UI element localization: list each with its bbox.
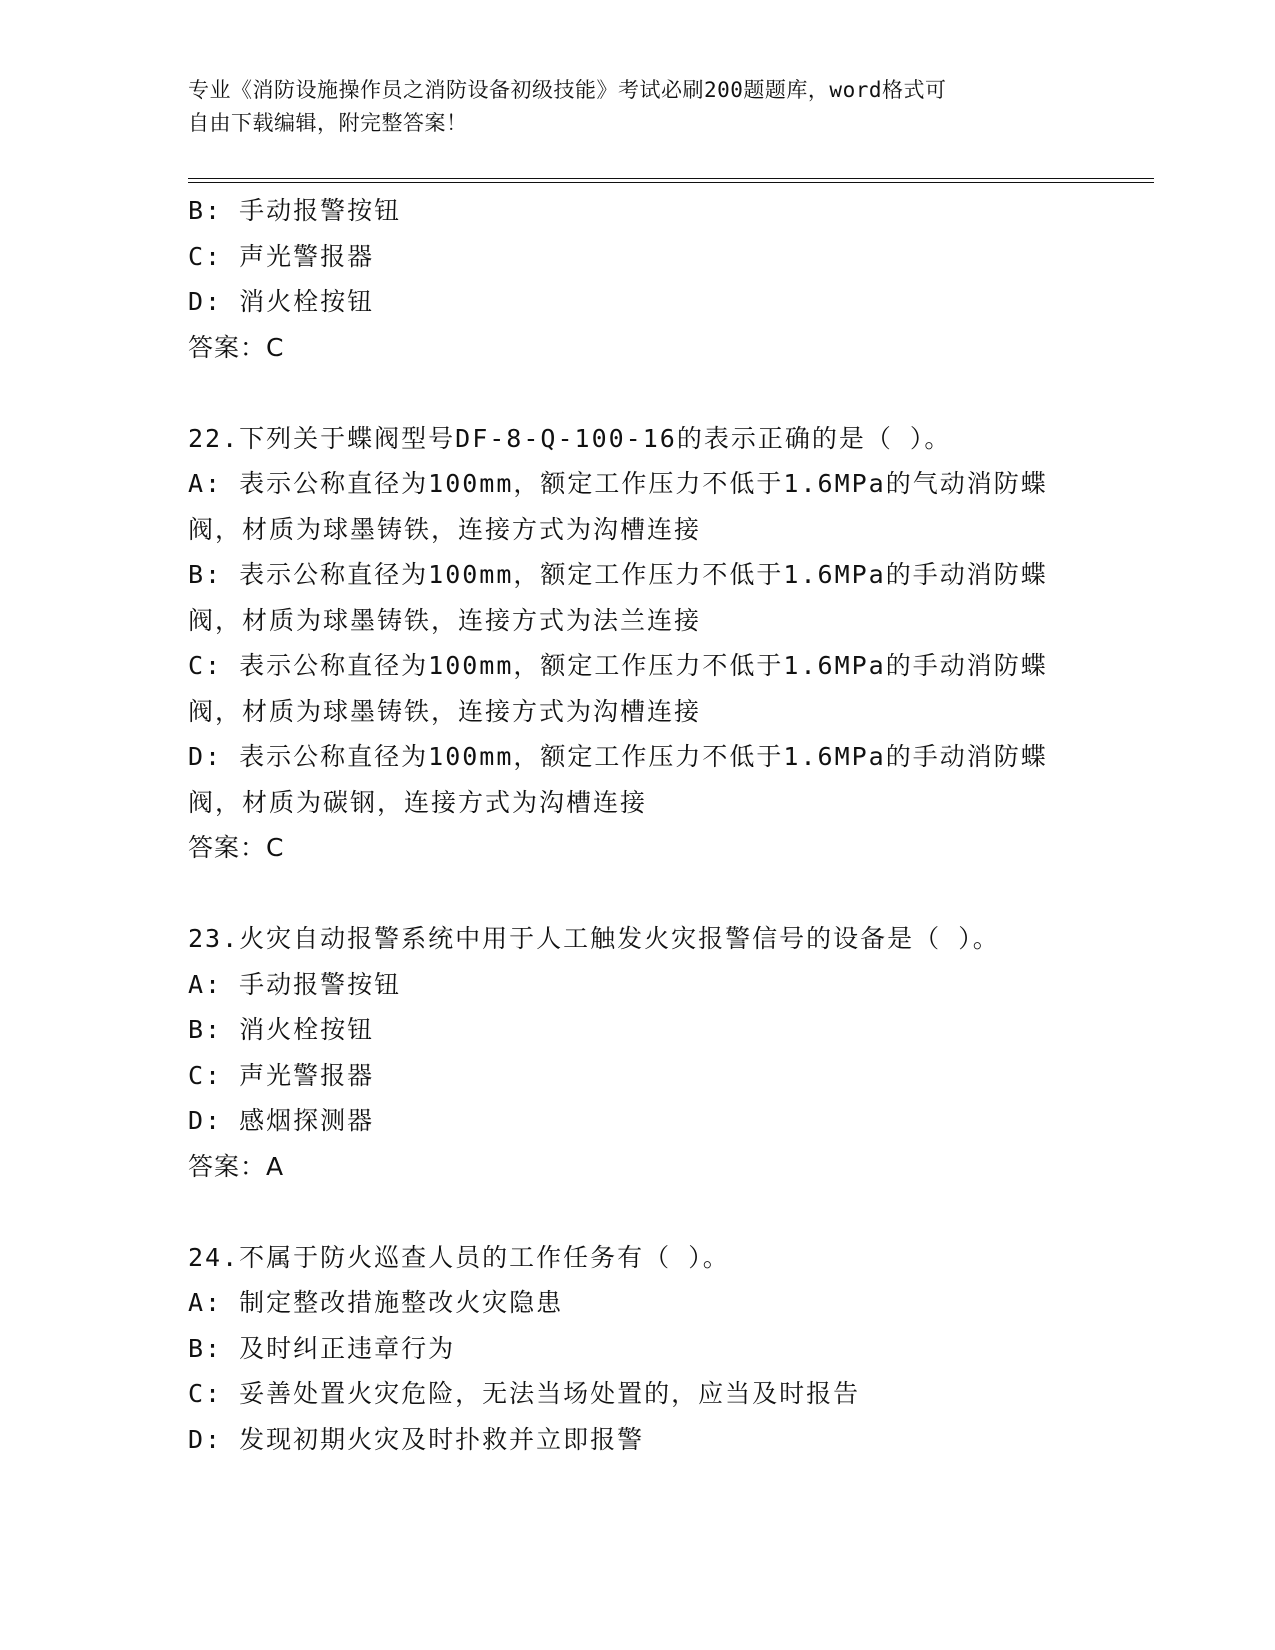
option-c: C: 声光警报器 — [188, 241, 375, 271]
option-b-line-1: B: 表示公称直径为100mm，额定工作压力不低于1.6MPa的手动消防蝶 — [188, 560, 1048, 589]
question-stem: 22.下列关于蝶阀型号DF-8-Q-100-16的表示正确的是（ ）。 — [188, 423, 952, 453]
option-d: D: 消火栓按钮 — [188, 287, 375, 316]
option-b: B: 消火栓按钮 — [188, 1015, 375, 1044]
option-a: A: 制定整改措施整改火灾隐患 — [188, 1288, 564, 1317]
option-b: B: 手动报警按钮 — [188, 196, 402, 225]
option-c-line-1: C: 表示公称直径为100mm，额定工作压力不低于1.6MPa的手动消防蝶 — [188, 651, 1048, 680]
option-d-line-2: 阀，材质为碳钢，连接方式为沟槽连接 — [188, 787, 648, 817]
question-stem: 24.不属于防火巡查人员的工作任务有（ ）。 — [188, 1242, 730, 1272]
option-c: C: 声光警报器 — [188, 1060, 375, 1090]
option-b: B: 及时纠正违章行为 — [188, 1333, 456, 1363]
option-a: A: 手动报警按钮 — [188, 969, 402, 999]
option-d-line-1: D: 表示公称直径为100mm，额定工作压力不低于1.6MPa的手动消防蝶 — [188, 742, 1048, 771]
answer-line: 答案：C — [188, 332, 285, 362]
option-d: D: 发现初期火灾及时扑救并立即报警 — [188, 1424, 645, 1454]
option-a-line-1: A: 表示公称直径为100mm，额定工作压力不低于1.6MPa的气动消防蝶 — [188, 469, 1048, 498]
question-stem: 23.火灾自动报警系统中用于人工触发火灾报警信号的设备是（ ）。 — [188, 924, 1000, 953]
question-list — [188, 188, 1128, 1462]
answer-line: 答案：C — [188, 833, 285, 862]
question-22 — [188, 416, 1128, 871]
question-23 — [188, 916, 1128, 1189]
question-21-continued — [188, 188, 1128, 370]
question-24 — [188, 1235, 1128, 1463]
option-c: C: 妥善处置火灾危险，无法当场处置的，应当及时报告 — [188, 1379, 861, 1408]
header-divider-bottom — [188, 182, 1154, 183]
option-d: D: 感烟探测器 — [188, 1106, 375, 1135]
option-b-line-2: 阀，材质为球墨铸铁，连接方式为法兰连接 — [188, 605, 702, 635]
answer-line: 答案：A — [188, 1151, 285, 1181]
header-line-1: 专业《消防设施操作员之消防设备初级技能》考试必刷200题题库，word格式可 — [188, 78, 947, 102]
option-c-line-2: 阀，材质为球墨铸铁，连接方式为沟槽连接 — [188, 696, 702, 726]
option-a-line-2: 阀，材质为球墨铸铁，连接方式为沟槽连接 — [188, 514, 702, 544]
header-divider-top — [188, 178, 1154, 179]
document-header — [188, 74, 1088, 140]
header-line-2: 自由下载编辑，附完整答案！ — [188, 111, 468, 135]
